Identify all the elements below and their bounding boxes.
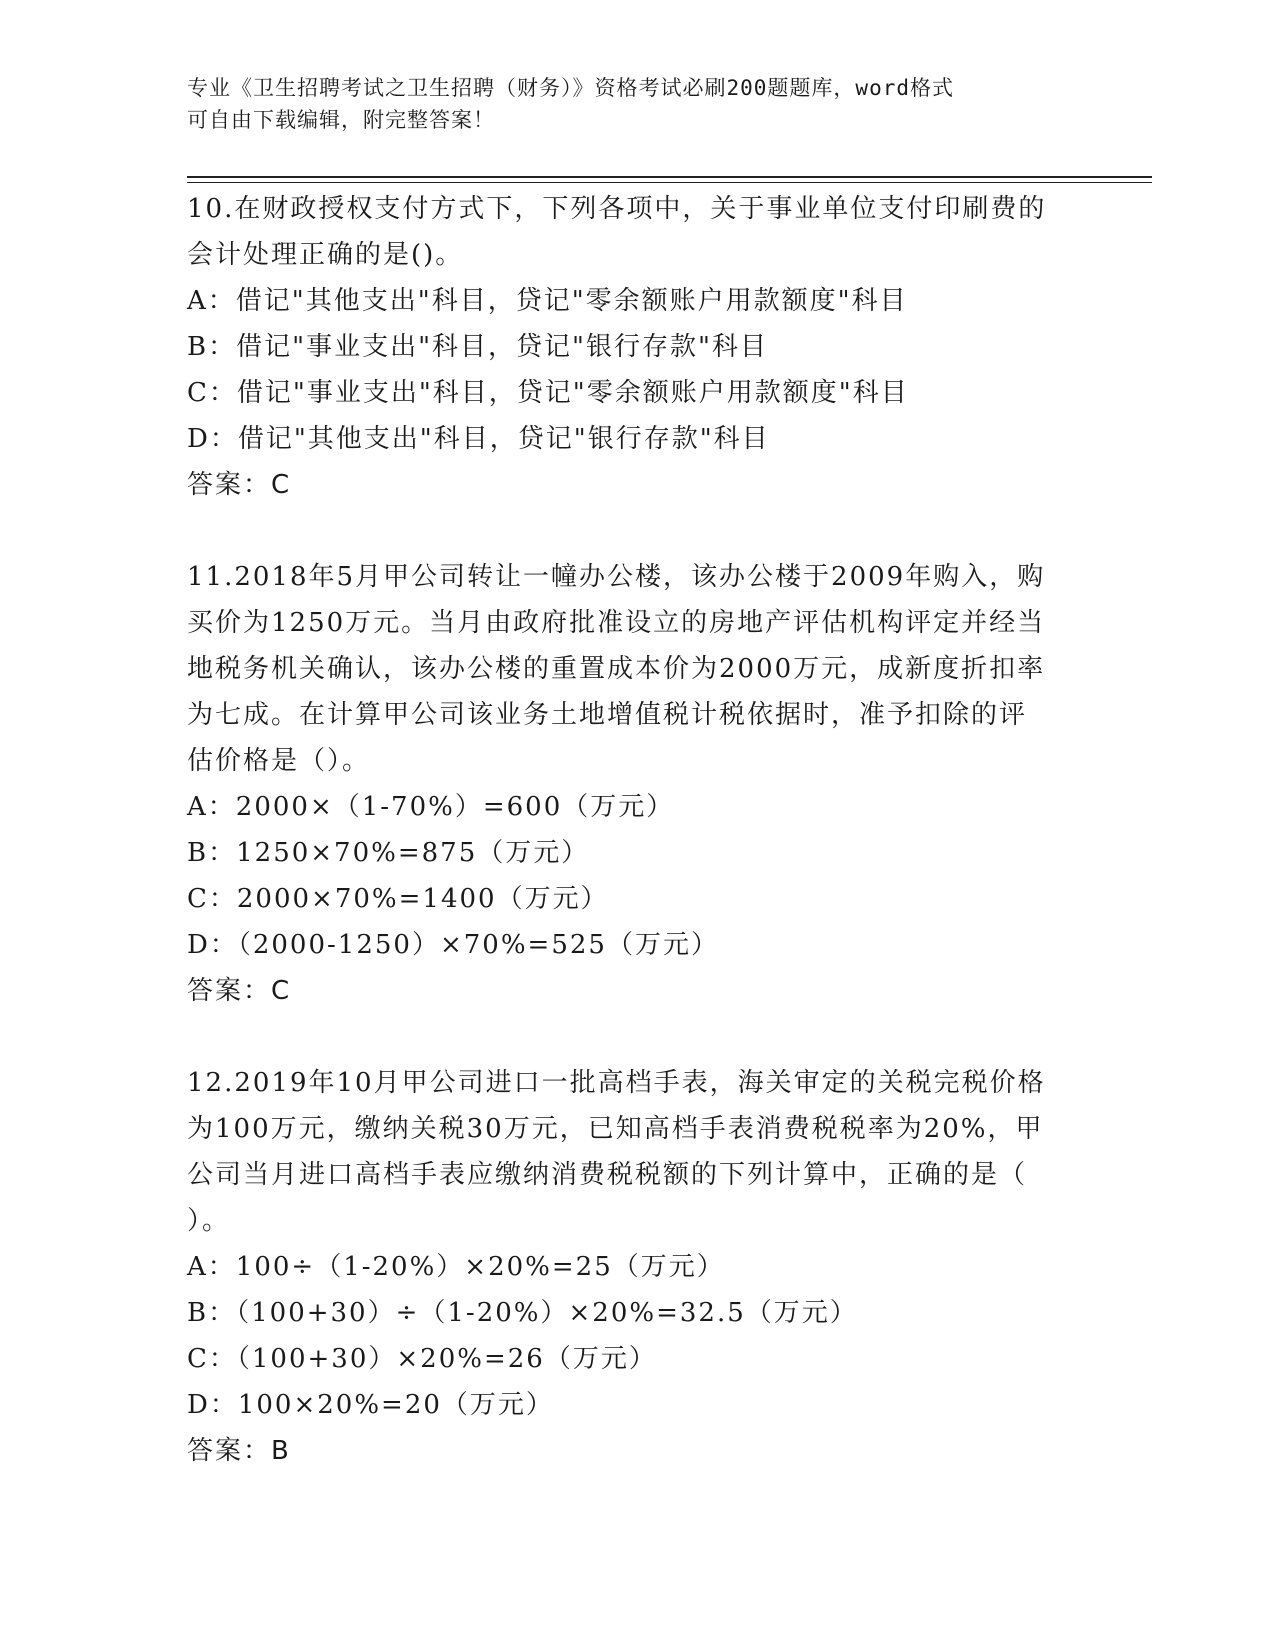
question-stem-line: 10.在财政授权支付方式下，下列各项中，关于事业单位支付印刷费的: [187, 194, 1047, 224]
option-a: A：100÷（1-20%）×20%=25（万元）: [187, 1252, 725, 1282]
question-stem-line: 公司当月进口高档手表应缴纳消费税税额的下列计算中，正确的是（: [187, 1160, 1028, 1190]
header-line-2: 可自由下载编辑，附完整答案！: [187, 108, 495, 132]
question-stem-line: ）。: [187, 1206, 231, 1236]
answer-text: 答案：C: [187, 976, 292, 1006]
question-stem-line: 11.2018年5月甲公司转让一幢办公楼，该办公楼于2009年购入，购: [187, 562, 1046, 592]
option-b: B：借记"事业支出"科目，贷记"银行存款"科目: [187, 332, 768, 362]
header-divider-thick: [187, 176, 1152, 178]
document-header: [187, 72, 1077, 136]
header-line-1: 专业《卫生招聘考试之卫生招聘（财务）》资格考试必刷200题题库，word格式: [187, 76, 954, 100]
question-stem-line: 12.2019年10月甲公司进口一批高档手表，海关审定的关税完税价格: [187, 1068, 1046, 1098]
option-d: D：100×20%=20（万元）: [187, 1390, 554, 1420]
question-12: [187, 1060, 1087, 1474]
question-list: [187, 186, 1087, 1474]
question-stem-line: 买价为1250万元。当月由政府批准设立的房地产评估机构评定并经当: [187, 608, 1046, 638]
option-d: D：借记"其他支出"科目，贷记"银行存款"科目: [187, 424, 770, 454]
question-stem-line: 会计处理正确的是()。: [187, 240, 464, 270]
spacer: [187, 1014, 1087, 1060]
answer-text: 答案：B: [187, 1436, 291, 1466]
answer-text: 答案：C: [187, 470, 292, 500]
option-b: B：1250×70%=875（万元）: [187, 838, 590, 868]
spacer: [187, 508, 1087, 554]
option-c: C：（100+30）×20%=26（万元）: [187, 1344, 657, 1374]
question-stem-line: 为七成。在计算甲公司该业务土地增值税计税依据时，准予扣除的评: [187, 700, 1028, 730]
option-d: D：（2000-1250）×70%=525（万元）: [187, 930, 719, 960]
question-stem-line: 地税务机关确认，该办公楼的重置成本价为2000万元，成新度折扣率: [187, 654, 1046, 684]
option-c: C：2000×70%=1400（万元）: [187, 884, 609, 914]
option-c: C：借记"事业支出"科目，贷记"零余额账户用款额度"科目: [187, 378, 909, 408]
question-11: [187, 554, 1087, 1014]
option-b: B：（100+30）÷（1-20%）×20%=32.5（万元）: [187, 1298, 858, 1328]
question-stem-line: 为100万元，缴纳关税30万元，已知高档手表消费税税率为20%，甲: [187, 1114, 1044, 1144]
option-a: A：2000×（1-70%）=600（万元）: [187, 792, 675, 822]
option-a: A：借记"其他支出"科目，贷记"零余额账户用款额度"科目: [187, 286, 908, 316]
header-divider-thin: [187, 182, 1152, 183]
question-stem-line: 估价格是（）。: [187, 746, 371, 776]
question-10: [187, 186, 1087, 508]
